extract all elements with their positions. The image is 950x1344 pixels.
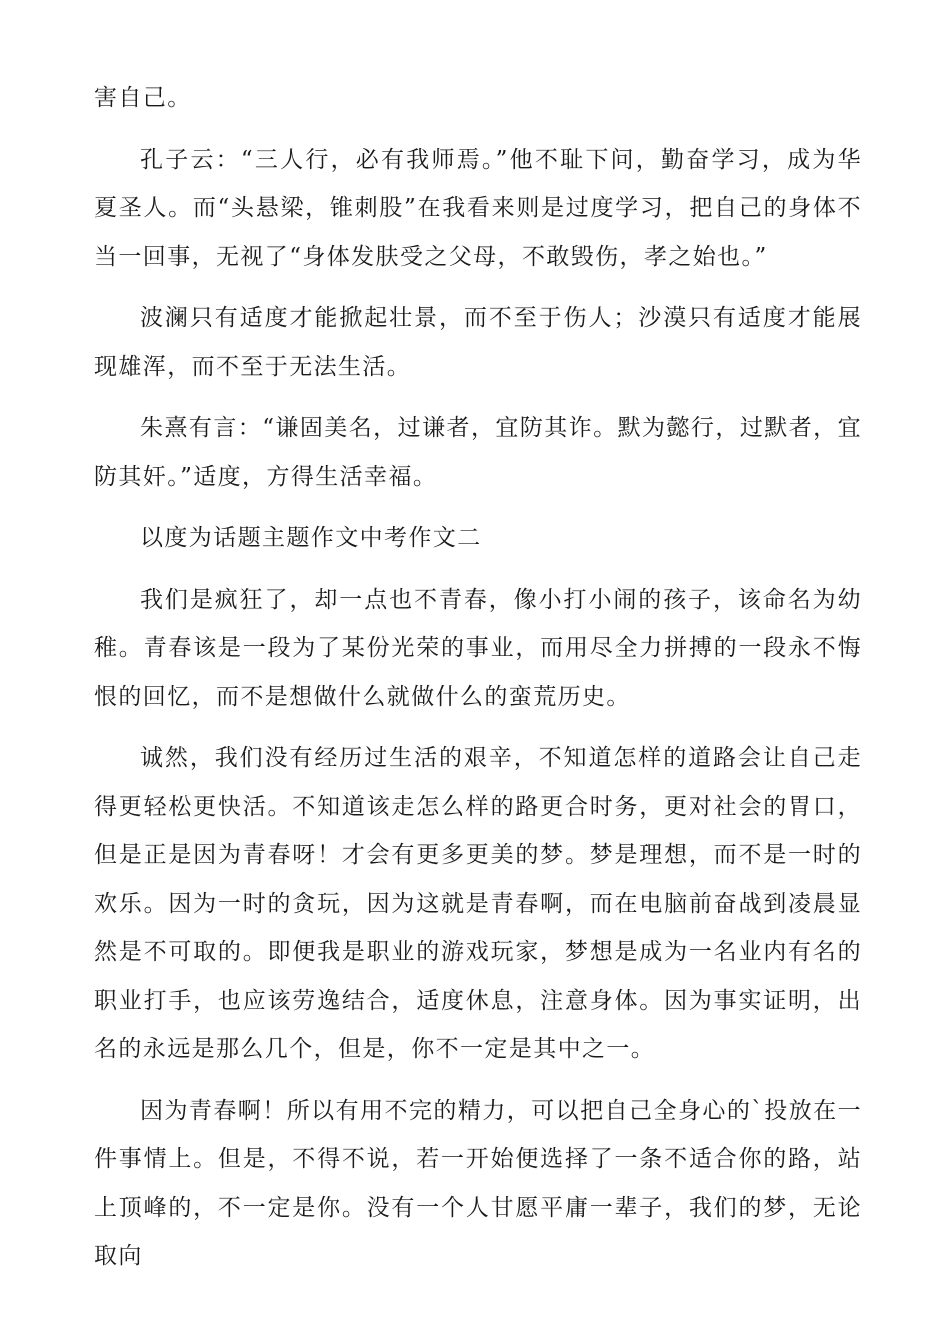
- paragraph-youth-crazy: 我们是疯狂了，却一点也不青春，像小打小闹的孩子，该命名为幼稚。青春该是一段为了某份光荣的事业，而用尽全力拼搏的一段永不悔恨的回忆，而不是想做什么就做什么的蛮荒历史。: [94, 586, 862, 710]
- paragraph-zhuxi: 朱熹有言：“谦固美名，过谦者，宜防其诈。默为懿行，过默者，宜防其奸。”适度，方得生活幸福。: [94, 415, 862, 490]
- paragraph-confucius: 孔子云：“三人行，必有我师焉。”他不耻下问，勤奋学习，成为华夏圣人。而“头悬梁，锥刺股”在我看来则是过度学习，把自己的身体不当一回事，无视了“身体发肤受之父母，不敢毁伤，孝之始也。”: [94, 146, 862, 270]
- paragraph-indeed: 诚然，我们没有经历过生活的艰辛，不知道怎样的道路会让自己走得更轻松更快活。不知道该走怎么样的路更合时务，更对社会的胃口，但是正是因为青春呀！才会有更多更美的梦。梦是理想，而不是一时的欢乐。因为一时的贪玩，因为这就是青春啊，而在电脑前奋战到凌晨显然是不可取的。即便我是职业的游戏玩家，梦想是成为一名业内有名的职业打手，也应该劳逸结合，适度休息，注意身体。因为事实证明，出名的永远是那么几个，但是，你不一定是其中之一。: [94, 745, 862, 1062]
- paragraph-energy: 因为青春啊！所以有用不完的精力，可以把自己全身心的`投放在一件事情上。但是，不得不说，若一开始便选择了一条不适合你的路，站上顶峰的，不一定是你。没有一个人甘愿平庸一辈子，我们的梦，无论取向: [94, 1097, 862, 1269]
- paragraph-waves-desert: 波澜只有适度才能掀起壮景，而不至于伤人；沙漠只有适度才能展现雄浑，而不至于无法生活。: [94, 305, 862, 380]
- paragraph-continuation: 害自己。: [94, 85, 192, 111]
- essay-title: 以度为话题主题作文中考作文二: [140, 525, 482, 551]
- document-page: [94, 74, 862, 1281]
